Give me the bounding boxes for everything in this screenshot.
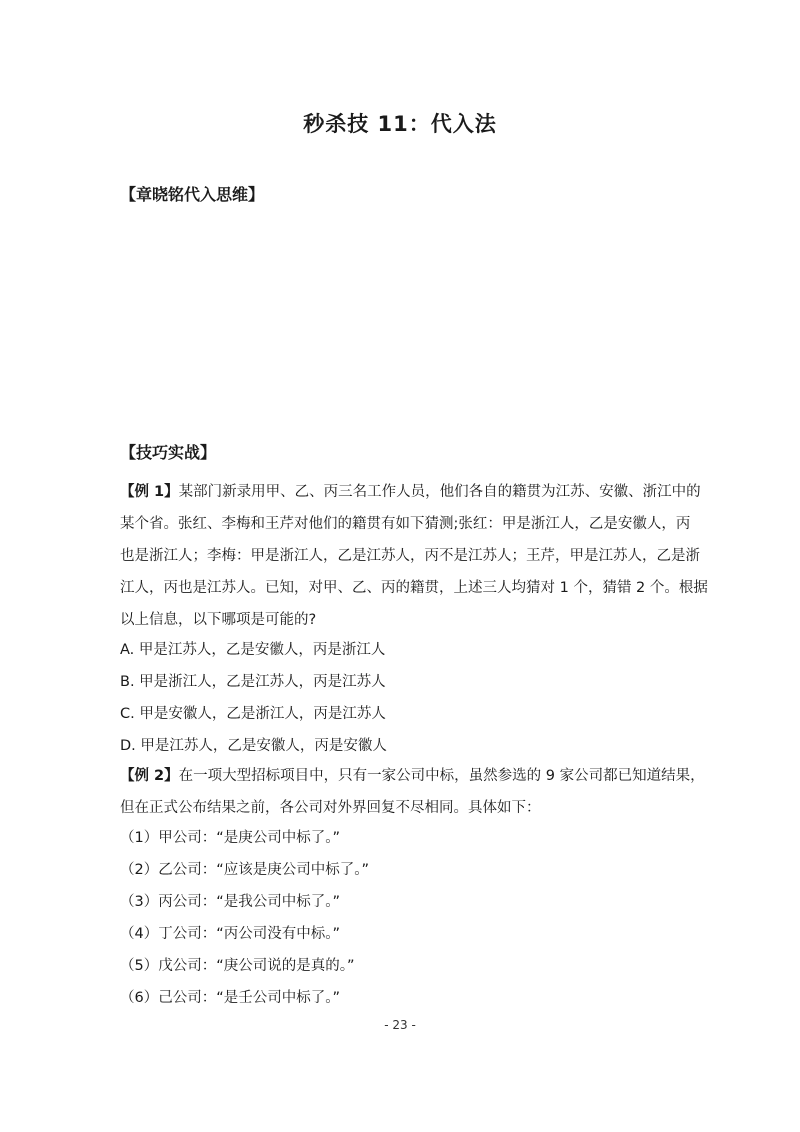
page-title: 秒杀技 11：代入法	[303, 112, 497, 136]
example2-line-2: 但在正式公布结果之前，各公司对外界回复不尽相同。具体如下：	[120, 800, 541, 816]
option-a: A. 甲是江苏人，乙是安徽人，丙是浙江人	[120, 642, 386, 658]
example1-line-3: 也是浙江人；李梅：甲是浙江人，乙是江苏人，丙不是江苏人；王芹，甲是江苏人，乙是浙	[120, 548, 700, 564]
list-item: （3）丙公司：“是我公司中标了。”	[120, 894, 340, 910]
section-heading-practice: 【技巧实战】	[120, 443, 217, 462]
example1-label: 【例 1】	[120, 484, 179, 500]
example2-label: 【例 2】	[120, 768, 179, 784]
option-b: B. 甲是浙江人，乙是江苏人，丙是江苏人	[120, 674, 386, 690]
list-item: （1）甲公司：“是庚公司中标了。”	[120, 830, 340, 846]
example1-line-1: 【例 1】某部门新录用甲、乙、丙三名工作人员，他们各自的籍贯为江苏、安徽、浙江中的	[120, 484, 701, 500]
option-c: C. 甲是安徽人，乙是浙江人，丙是江苏人	[120, 706, 386, 722]
example1-line-2: 某个省。张红、李梅和王芹对他们的籍贯有如下猜测;张红：甲是浙江人，乙是安徽人，丙	[120, 516, 691, 532]
example1-line-5: 以上信息，以下哪项是可能的?	[120, 612, 317, 628]
list-item: （5）戊公司：“庚公司说的是真的。”	[120, 958, 355, 974]
example1-line-4: 江人，丙也是江苏人。已知，对甲、乙、丙的籍贯，上述三人均猜对 1 个，猜错 2 个。根据	[120, 580, 708, 596]
list-item: （2）乙公司：“应该是庚公司中标了。”	[120, 862, 369, 878]
list-item: （4）丁公司：“丙公司没有中标。”	[120, 926, 340, 942]
section-heading-thinking: 【章晓铭代入思维】	[120, 185, 265, 204]
example2-line-1: 【例 2】在一项大型招标项目中，只有一家公司中标，虽然参选的 9 家公司都已知道结果，	[120, 768, 705, 784]
option-d: D. 甲是江苏人，乙是安徽人，丙是安徽人	[120, 738, 387, 754]
list-item: （6）己公司：“是壬公司中标了。”	[120, 990, 340, 1006]
page-number: - 23 -	[384, 1018, 416, 1032]
